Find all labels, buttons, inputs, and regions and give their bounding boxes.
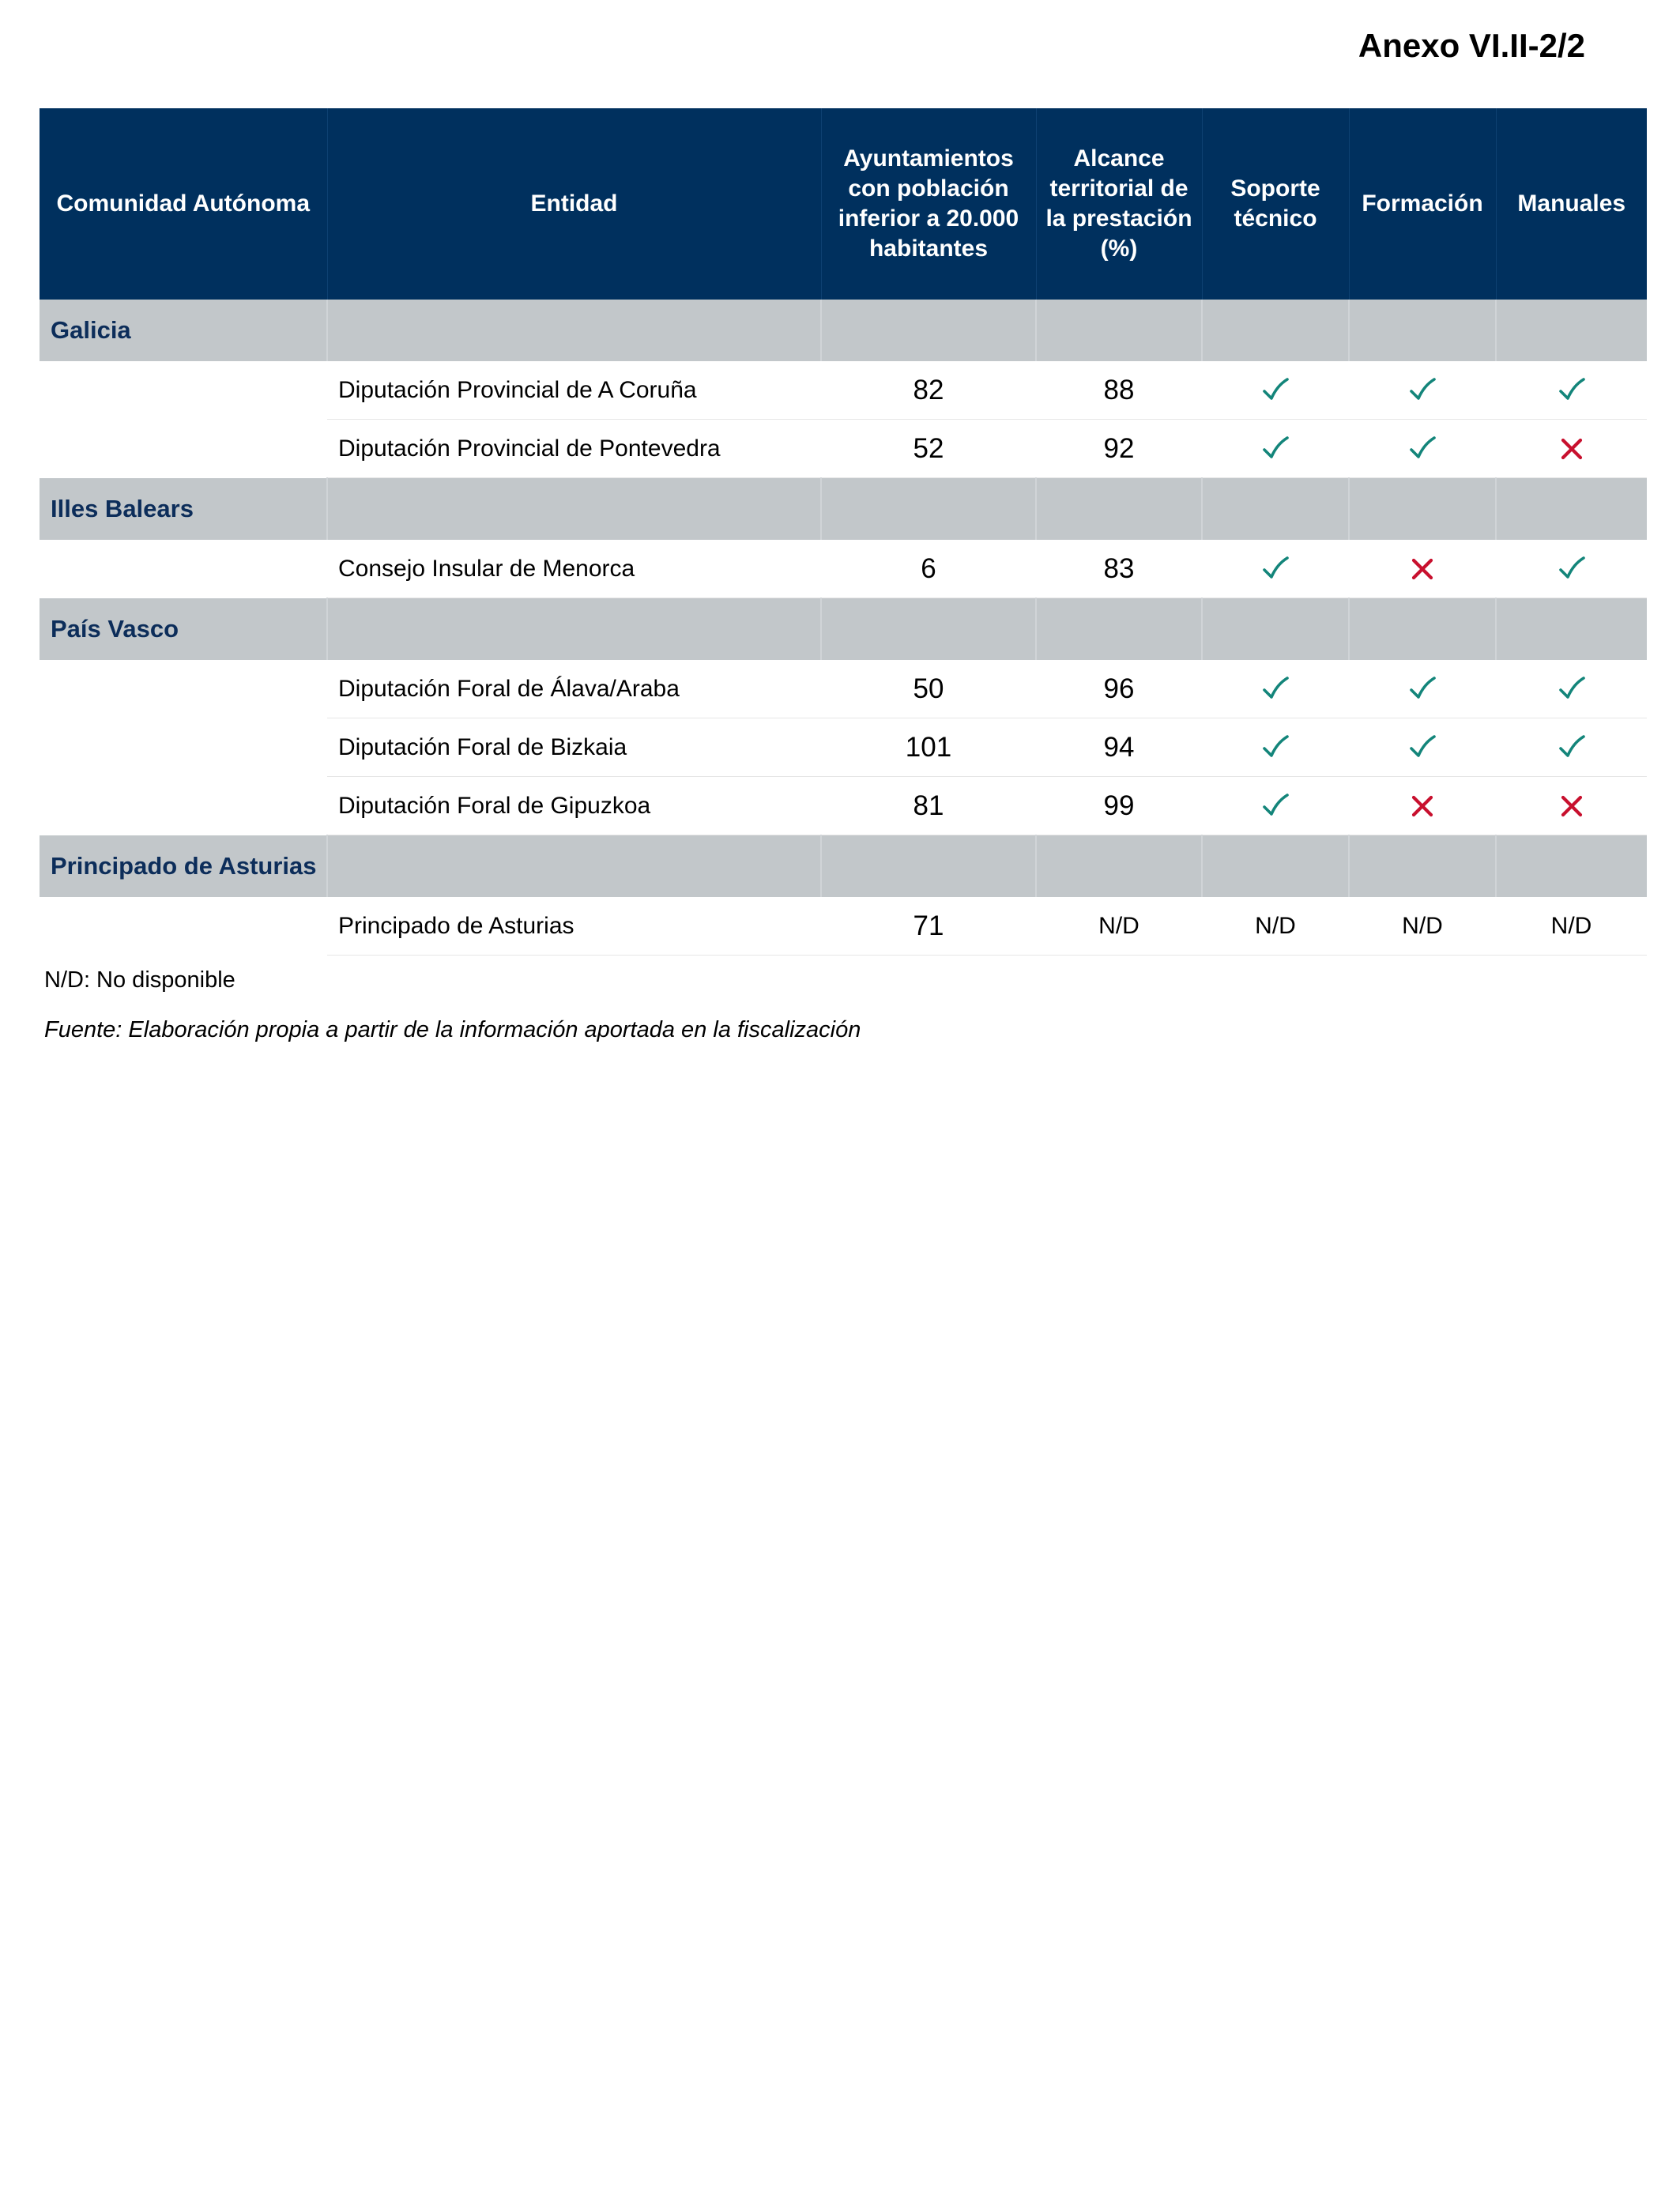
comunidad-cell — [40, 777, 327, 835]
alcance-cell: 94 — [1036, 718, 1202, 777]
entidad-cell: Diputación Foral de Bizkaia — [327, 718, 821, 777]
manuales-cell: N/D — [1496, 897, 1647, 956]
check-icon — [1408, 435, 1437, 463]
source-label: Fuente — [44, 1017, 116, 1042]
cross-icon — [1558, 792, 1586, 820]
region-cell — [821, 598, 1036, 661]
comunidad-cell — [40, 718, 327, 777]
soporte-cell — [1202, 660, 1349, 718]
formacion-cell: N/D — [1349, 897, 1496, 956]
alcance-cell: 83 — [1036, 540, 1202, 598]
table-header-row — [40, 108, 1647, 300]
manuales-cell — [1496, 718, 1647, 777]
region-row — [40, 598, 1647, 661]
table-row — [40, 660, 1647, 718]
region-cell — [1202, 478, 1349, 541]
region-cell — [1202, 598, 1349, 661]
table-row — [40, 361, 1647, 420]
table-body — [40, 300, 1647, 956]
region-row — [40, 835, 1647, 898]
check-icon — [1558, 376, 1586, 405]
region-cell — [1036, 478, 1202, 541]
cross-icon — [1408, 555, 1437, 583]
manuales-cell — [1496, 777, 1647, 835]
check-icon — [1558, 555, 1586, 583]
region-cell — [1496, 300, 1647, 361]
ayuntamientos-cell: 82 — [821, 361, 1036, 420]
check-icon — [1408, 675, 1437, 703]
table-row — [40, 897, 1647, 956]
check-icon — [1261, 435, 1290, 463]
table-row — [40, 420, 1647, 478]
manuales-cell — [1496, 361, 1647, 420]
check-icon — [1558, 733, 1586, 762]
region-cell — [1349, 598, 1496, 661]
table-row — [40, 718, 1647, 777]
table-row — [40, 540, 1647, 598]
soporte-cell — [1202, 777, 1349, 835]
entidad-cell: Diputación Foral de Álava/Araba — [327, 660, 821, 718]
ayuntamientos-cell: 6 — [821, 540, 1036, 598]
region-label: País Vasco — [40, 598, 327, 661]
header-alcance: Alcance territorial de la prestación (%) — [1036, 108, 1202, 300]
nd-note: N/D: No disponible — [44, 967, 235, 993]
region-cell — [1349, 835, 1496, 898]
manuales-cell — [1496, 660, 1647, 718]
region-cell — [327, 300, 821, 361]
check-icon — [1261, 376, 1290, 405]
comunidad-cell — [40, 660, 327, 718]
ayuntamientos-cell: 81 — [821, 777, 1036, 835]
formacion-cell — [1349, 718, 1496, 777]
manuales-cell — [1496, 420, 1647, 478]
region-label: Galicia — [40, 300, 327, 361]
check-icon — [1558, 675, 1586, 703]
region-cell — [327, 598, 821, 661]
region-cell — [1496, 835, 1647, 898]
region-cell — [1349, 478, 1496, 541]
entidad-cell: Diputación Provincial de Pontevedra — [327, 420, 821, 478]
soporte-cell — [1202, 540, 1349, 598]
comunidad-cell — [40, 540, 327, 598]
check-icon — [1261, 555, 1290, 583]
header-entidad: Entidad — [327, 108, 821, 300]
header-soporte: Soporte técnico — [1202, 108, 1349, 300]
region-row — [40, 478, 1647, 541]
region-cell — [1036, 598, 1202, 661]
soporte-cell — [1202, 718, 1349, 777]
region-row — [40, 300, 1647, 361]
source-note: Fuente: Elaboración propia a partir de la información aportada en la fiscalización — [44, 1017, 861, 1042]
alcance-cell: 92 — [1036, 420, 1202, 478]
alcance-cell: N/D — [1036, 897, 1202, 956]
annex-label: Anexo VI.II-2/2 — [1358, 27, 1585, 64]
region-cell — [1036, 835, 1202, 898]
ayuntamientos-cell: 71 — [821, 897, 1036, 956]
formacion-cell — [1349, 660, 1496, 718]
comunidad-cell — [40, 897, 327, 956]
ayuntamientos-cell: 101 — [821, 718, 1036, 777]
ayuntamientos-cell: 52 — [821, 420, 1036, 478]
check-icon — [1261, 792, 1290, 820]
formacion-cell — [1349, 540, 1496, 598]
region-cell — [327, 835, 821, 898]
header-manuales: Manuales — [1496, 108, 1647, 300]
check-icon — [1261, 675, 1290, 703]
region-label: Principado de Asturias — [40, 835, 327, 898]
check-icon — [1261, 733, 1290, 762]
soporte-cell: N/D — [1202, 897, 1349, 956]
region-label: Illes Balears — [40, 478, 327, 541]
entidad-cell: Consejo Insular de Menorca — [327, 540, 821, 598]
comunidad-cell — [40, 420, 327, 478]
alcance-cell: 96 — [1036, 660, 1202, 718]
region-cell — [1202, 300, 1349, 361]
region-cell — [1036, 300, 1202, 361]
region-cell — [1496, 598, 1647, 661]
table-row — [40, 777, 1647, 835]
ayuntamientos-cell: 50 — [821, 660, 1036, 718]
soporte-cell — [1202, 361, 1349, 420]
formacion-cell — [1349, 361, 1496, 420]
cross-icon — [1408, 792, 1437, 820]
entidad-cell: Diputación Foral de Gipuzkoa — [327, 777, 821, 835]
data-table — [40, 108, 1647, 956]
header-ayuntamientos: Ayuntamientos con población inferior a 20.000 habitantes — [821, 108, 1036, 300]
entidad-cell: Diputación Provincial de A Coruña — [327, 361, 821, 420]
formacion-cell — [1349, 777, 1496, 835]
region-cell — [821, 478, 1036, 541]
region-cell — [1202, 835, 1349, 898]
soporte-cell — [1202, 420, 1349, 478]
entidad-cell: Principado de Asturias — [327, 897, 821, 956]
region-cell — [1349, 300, 1496, 361]
comunidad-cell — [40, 361, 327, 420]
alcance-cell: 99 — [1036, 777, 1202, 835]
manuales-cell — [1496, 540, 1647, 598]
region-cell — [1496, 478, 1647, 541]
region-cell — [327, 478, 821, 541]
header-formacion: Formación — [1349, 108, 1496, 300]
check-icon — [1408, 376, 1437, 405]
alcance-cell: 88 — [1036, 361, 1202, 420]
cross-icon — [1558, 435, 1586, 463]
region-cell — [821, 835, 1036, 898]
source-text: Elaboración propia a partir de la información aportada en la fiscalización — [128, 1017, 861, 1042]
region-cell — [821, 300, 1036, 361]
formacion-cell — [1349, 420, 1496, 478]
header-comunidad: Comunidad Autónoma — [40, 108, 327, 300]
check-icon — [1408, 733, 1437, 762]
